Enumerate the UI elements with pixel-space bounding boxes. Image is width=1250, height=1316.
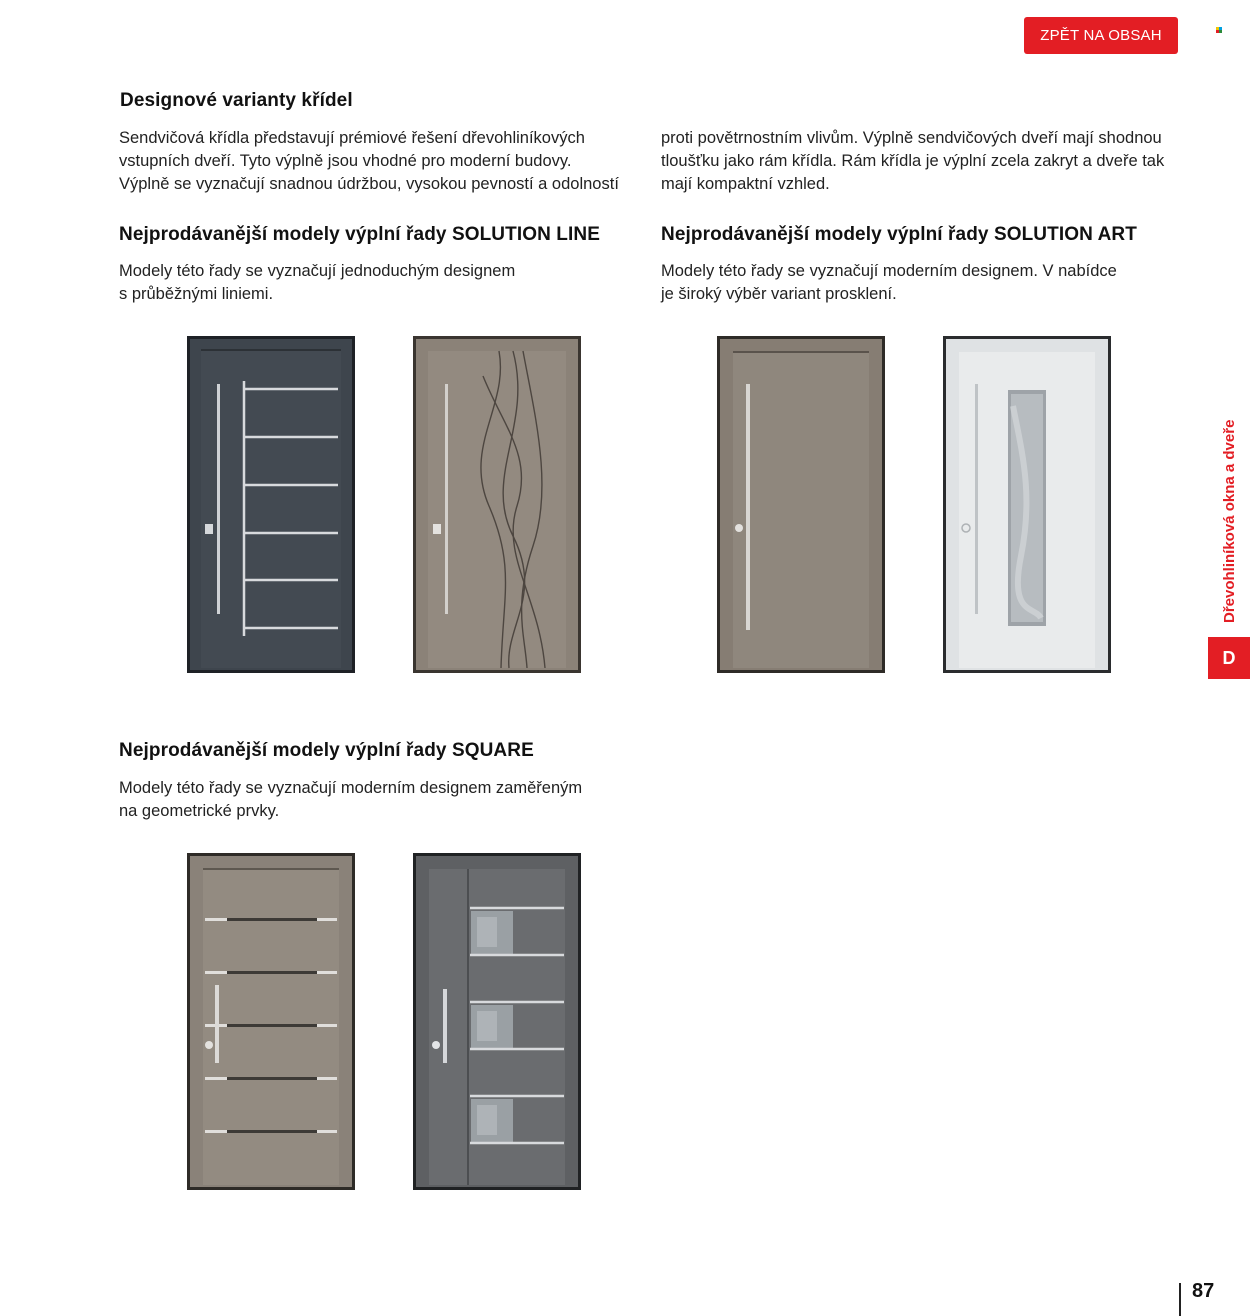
page-number: 87	[1192, 1280, 1215, 1302]
square-heading: Nejprodávanější modely výplní řady SQUARE	[119, 740, 534, 761]
solution-line-line-1: Modely této řady se vyznačují jednoduchým designem	[119, 262, 516, 280]
door-solution-line-taupe-waves	[413, 336, 581, 673]
solution-art-text	[661, 260, 1117, 306]
square-line-1: Modely této řady se vyznačují moderním designem zaměřeným	[119, 779, 583, 797]
intro-col1-line-3: Výplně se vyznačují snadnou údržbou, vysokou pevností a odolností	[119, 175, 619, 193]
intro-col2-line-3: mají kompaktní vzhled.	[661, 175, 830, 193]
door-solution-art-white-glass	[943, 336, 1111, 673]
intro-col2-line-2: tloušťku jako rám křídla. Rám křídla je výplní zcela zakryt a dveře tak	[661, 152, 1165, 170]
back-to-contents-button[interactable]: ZPĚT NA OBSAH	[1024, 17, 1178, 54]
intro-col2-line-1: proti povětrnostním vlivům. Výplně sendvičových dveří mají shodnou	[661, 129, 1162, 147]
intro-text-col1	[119, 127, 619, 196]
solution-line-line-2: s průběžnými liniemi.	[119, 285, 274, 303]
solution-line-heading: Nejprodávanější modely výplní řady SOLUTION LINE	[119, 224, 600, 245]
chapter-side-label-text: Dřevohliníková okna a dveře	[1221, 419, 1238, 623]
page-number-divider	[1179, 1283, 1181, 1316]
square-line-2: na geometrické prvky.	[119, 802, 280, 820]
intro-text-col2	[661, 127, 1164, 196]
solution-line-text	[119, 260, 515, 306]
door-solution-line-anthracite	[187, 336, 355, 673]
chapter-badge[interactable]: D	[1208, 637, 1250, 679]
solution-art-line-1: Modely této řady se vyznačují moderním designem. V nabídce	[661, 262, 1117, 280]
chapter-side-label	[1219, 395, 1241, 623]
intro-col1-line-2: vstupních dveří. Tyto výplně jsou vhodné pro moderní budovy.	[119, 152, 572, 170]
color-marker-icon	[1216, 27, 1226, 34]
intro-col1-line-1: Sendvičová křídla představují prémiové řešení dřevohliníkových	[119, 129, 585, 147]
intro-heading: Designové varianty křídel	[120, 90, 353, 111]
solution-art-line-2: je široký výběr variant prosklení.	[661, 285, 897, 303]
door-solution-art-taupe	[717, 336, 885, 673]
door-square-taupe	[187, 853, 355, 1190]
solution-art-heading: Nejprodávanější modely výplní řady SOLUTION ART	[661, 224, 1137, 245]
door-square-grey-glass	[413, 853, 581, 1190]
square-text	[119, 777, 582, 823]
